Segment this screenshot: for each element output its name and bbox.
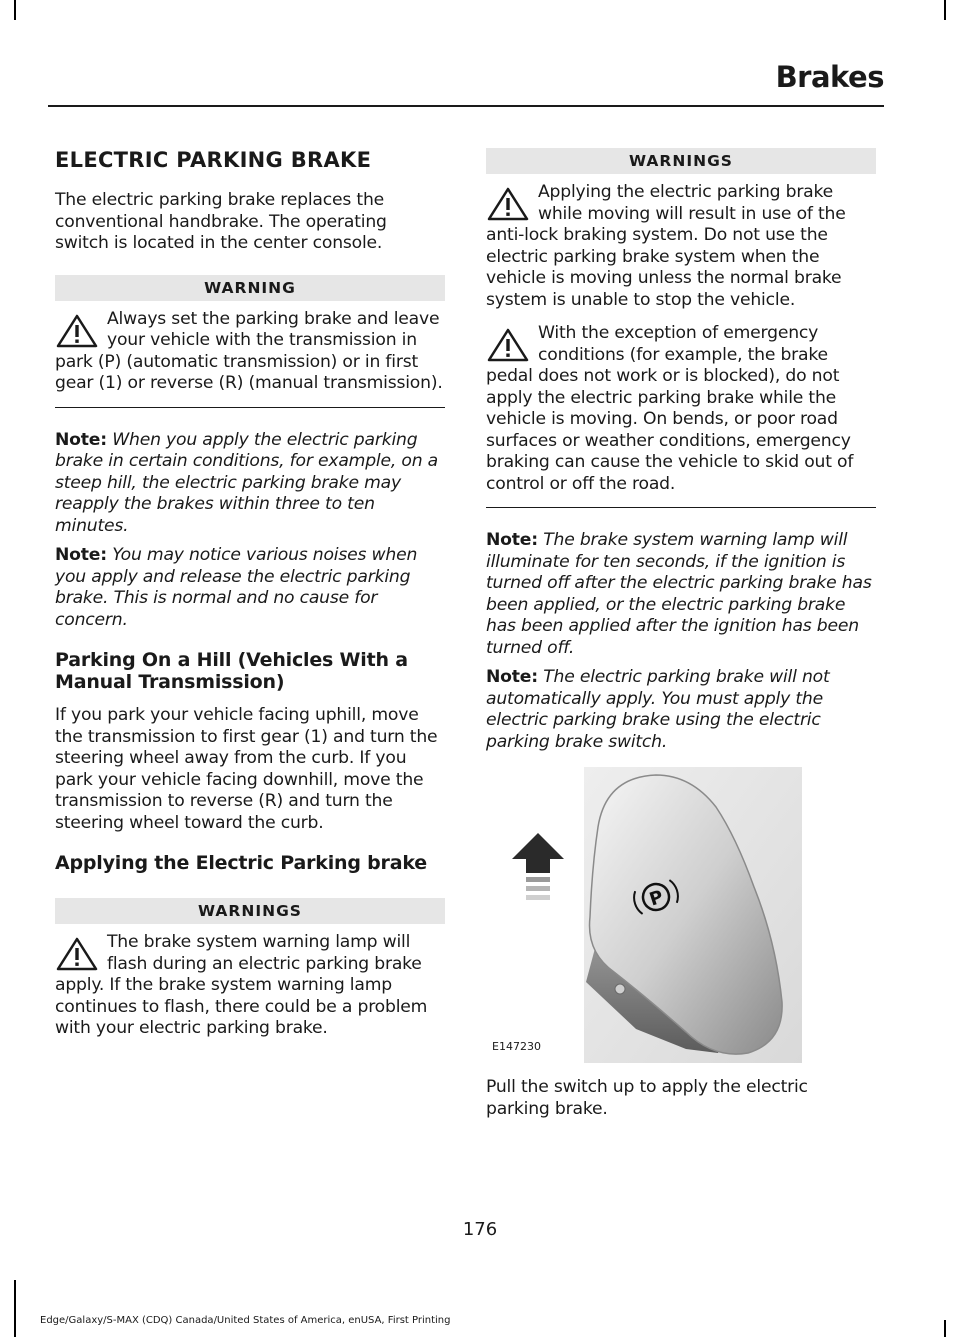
svg-text:P: P [646, 886, 666, 911]
header-rule [48, 105, 884, 107]
warning-triangle-icon [55, 936, 99, 972]
page-heading: ELECTRIC PARKING BRAKE [55, 148, 372, 172]
warning-text: With the exception of emergency conditions (for example, the brake pedal does not work or is blocked), do not apply the electric parking brake while the vehicle is moving. On bends, or poor road surfaces or weather conditions, emergency braking can cause the vehicle to skid out of control or off the road. [486, 323, 854, 494]
warning-triangle-icon [486, 186, 530, 222]
note-paragraph: Note: The brake system warning lamp will illuminate for ten seconds, if the ignition is turned off after the electric parking brake has been applied, or the electric parking brake has been applied after the ignition has been turned off. [486, 530, 872, 658]
warning-text: The brake system warning lamp will flash during an electric parking brake apply. If the brake system warning lamp continues to flash, there could be a problem with your electric parking brake. [55, 932, 428, 1038]
crop-mark-bottom-left [14, 1280, 16, 1337]
warning-box [55, 275, 445, 408]
right-column [486, 148, 876, 1120]
warning-text: Applying the electric parking brake while moving will result in use of the anti-lock braking system. Do not use the electric parking brake system when the vehicle is moving unless the normal brake system is unable to stop the vehicle. [486, 182, 846, 310]
up-arrow-icon [512, 833, 564, 900]
section-title: Brakes [775, 60, 884, 94]
parking-brake-switch-illustration [486, 767, 802, 1063]
warnings-header: WARNINGS [55, 898, 445, 924]
note-paragraph: Note: When you apply the electric parking brake in certain conditions, for example, on a steep hill, the electric parking brake may reapply the brakes within three to ten minutes. [55, 429, 438, 536]
crop-mark-top-right [944, 0, 946, 20]
hill-paragraph: If you park your vehicle facing uphill, move the transmission to first gear (1) and turn the steering wheel away from the curb. If you park your vehicle facing downhill, move the transmission to reverse (R) and turn the steering wheel toward the curb. [55, 705, 438, 833]
warning-box [486, 148, 876, 508]
intro-paragraph: The electric parking brake replaces the conventional handbrake. The operating switch is located in the center console. [55, 190, 387, 253]
warning-text: Always set the parking brake and leave your vehicle with the transmission in park (P) (automatic transmission) or in first gear (1) or reverse (R) (manual transmission). [55, 308, 443, 393]
warning-box [55, 898, 445, 1052]
note-paragraph: Note: The electric parking brake will not automatically apply. You must apply the electric parking brake using the electric parking brake switch. [486, 667, 830, 752]
figure-caption: Pull the switch up to apply the electric parking brake. [486, 1077, 808, 1119]
page-number: 176 [462, 1219, 498, 1240]
subheading-applying: Applying the Electric Parking brake [55, 852, 427, 874]
subheading-hill: Parking On a Hill (Vehicles With a Manual Transmission) [55, 649, 408, 693]
parking-brake-switch-figure [486, 767, 802, 1063]
figure-code: E147230 [492, 1040, 541, 1053]
crop-mark-top-left [14, 0, 16, 20]
footer-text: Edge/Galaxy/S-MAX (CDQ) Canada/United States of America, enUSA, First Printing [40, 1315, 451, 1326]
left-column [55, 148, 445, 1074]
note-paragraph: Note: You may notice various noises when you apply and release the electric parking brake. This is normal and no cause for concern. [55, 545, 418, 630]
warning-triangle-icon [486, 327, 530, 363]
warning-header: WARNING [55, 275, 445, 301]
crop-mark-bottom-right [944, 1320, 946, 1337]
warnings-header: WARNINGS [486, 148, 876, 174]
warning-triangle-icon [55, 313, 99, 349]
